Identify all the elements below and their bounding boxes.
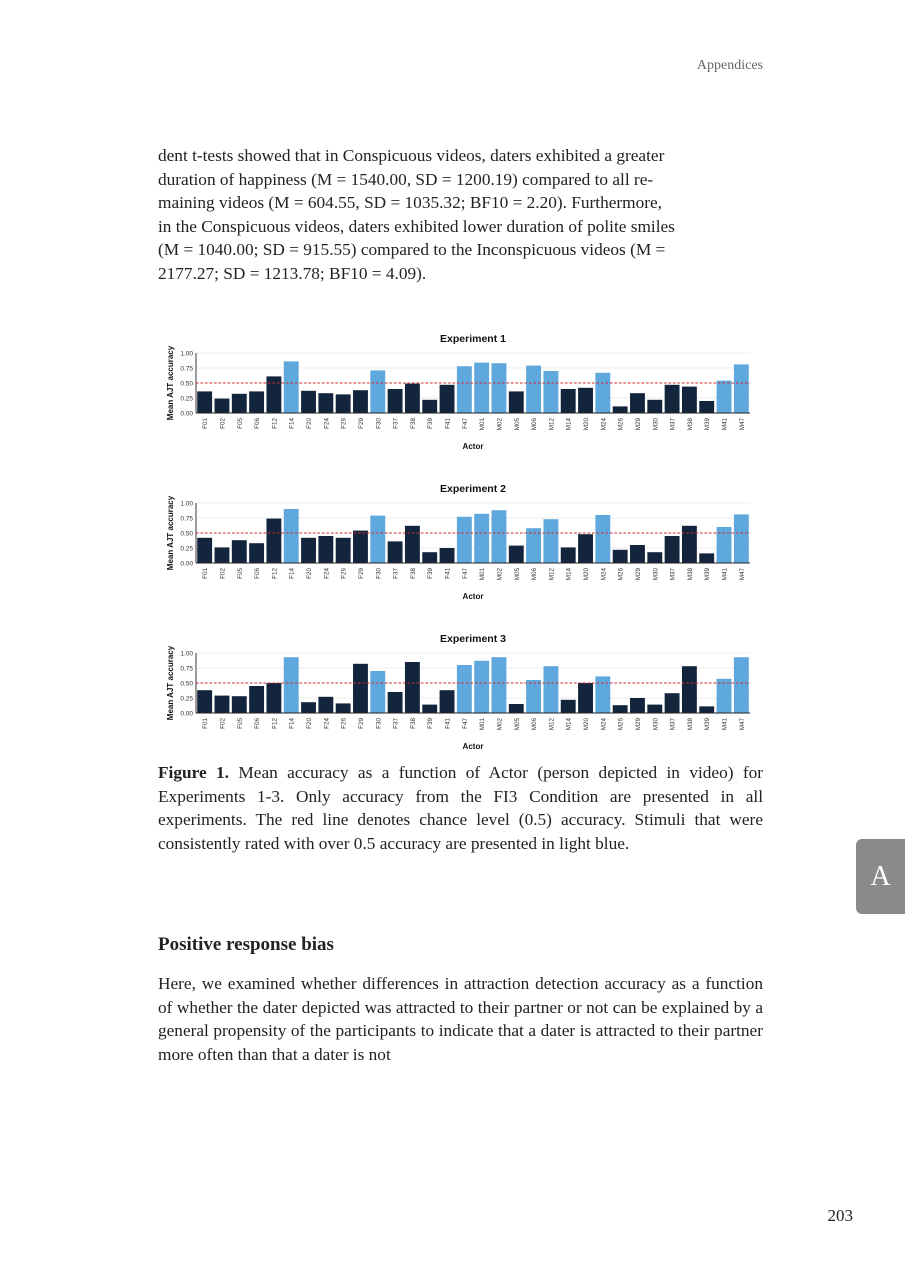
chart-title: Experiment 3	[440, 633, 506, 645]
bar-F41	[440, 690, 455, 713]
bar-M30	[647, 705, 662, 713]
body-paragraph-1	[158, 144, 763, 286]
bar-M26	[613, 705, 628, 713]
bar-F29	[353, 531, 368, 563]
figure-caption-text: Mean accuracy as a function of Actor (person depicted in video) for Experiments 1-3. Only accuracy from the FI3 Condition are presented in all experiments. The red line denotes chance level (0.5) accuracy. Stimuli that were consistently rated with over 0.5 accuracy are presented in light blue.	[158, 763, 764, 853]
y-tick-label: 0.50	[180, 680, 193, 688]
x-tick-label: F05	[236, 568, 244, 579]
bar-F01	[197, 391, 212, 413]
x-tick-label: M26	[617, 418, 625, 431]
x-tick-label: M38	[686, 568, 694, 581]
bar-F02	[215, 696, 230, 713]
bar-M02	[492, 657, 507, 713]
bar-F26	[336, 394, 351, 413]
bar-F47	[457, 665, 472, 713]
bar-M12	[543, 371, 558, 413]
x-tick-label: M37	[669, 418, 677, 431]
x-tick-label: M26	[617, 568, 625, 581]
x-tick-label: F14	[288, 718, 296, 729]
bar-M37	[665, 536, 680, 563]
bar-M20	[578, 388, 593, 413]
bar-F38	[405, 526, 420, 563]
x-tick-label: F30	[375, 718, 383, 729]
y-tick-label: 0.75	[180, 515, 193, 523]
x-tick-label: M29	[634, 718, 642, 731]
y-tick-label: 0.25	[180, 695, 193, 703]
bar-M01	[474, 514, 489, 563]
chart-experiment-2	[163, 478, 763, 605]
bar-M47	[734, 514, 749, 563]
x-tick-label: F20	[306, 568, 314, 579]
x-axis-label: Actor	[462, 442, 484, 451]
x-tick-label: F29	[357, 568, 365, 579]
x-tick-label: M20	[583, 718, 591, 731]
bar-M39	[699, 553, 714, 563]
x-tick-label: F01	[202, 418, 210, 429]
x-tick-label: M12	[548, 568, 556, 581]
bar-F02	[215, 399, 230, 413]
bar-M24	[595, 515, 610, 563]
y-tick-label: 0.00	[180, 410, 193, 418]
bar-M29	[630, 545, 645, 563]
y-tick-label: 1.00	[180, 500, 193, 508]
y-tick-label: 1.00	[180, 650, 193, 658]
bar-M14	[561, 547, 576, 563]
bar-F12	[266, 519, 281, 563]
x-tick-label: F12	[271, 418, 279, 429]
x-tick-label: F47	[461, 568, 469, 579]
bar-M37	[665, 385, 680, 413]
bar-F29	[353, 664, 368, 713]
paragraph-1-line-4: in the Conspicuous videos, daters exhibited lower duration of polite smiles	[158, 216, 675, 236]
x-tick-label: F39	[427, 418, 435, 429]
section-title: Positive response bias	[158, 934, 334, 955]
x-tick-label: F29	[357, 718, 365, 729]
paragraph-1-line-5: (M = 1040.00; SD = 915.55) compared to the Inconspicuous videos (M =	[158, 240, 666, 260]
bar-F38	[405, 384, 420, 413]
y-tick-label: 0.50	[180, 530, 193, 538]
x-tick-label: F01	[202, 718, 210, 729]
x-tick-label: M30	[652, 718, 660, 731]
x-tick-label: M02	[496, 418, 504, 431]
bar-F20	[301, 391, 316, 413]
bar-M05	[509, 704, 524, 713]
bar-M06	[526, 366, 541, 413]
x-tick-label: F41	[444, 718, 452, 729]
bar-F47	[457, 366, 472, 413]
y-tick-label: 0.00	[180, 710, 193, 718]
x-tick-label: F05	[236, 418, 244, 429]
bar-F05	[232, 696, 247, 713]
x-tick-label: M02	[496, 568, 504, 581]
bar-M02	[492, 510, 507, 563]
bar-F12	[266, 376, 281, 413]
bar-F20	[301, 702, 316, 713]
x-tick-label: F14	[288, 418, 296, 429]
x-tick-label: F41	[444, 568, 452, 579]
paragraph-1-line-2: duration of happiness (M = 1540.00, SD = 1200.19) compared to all re-	[158, 169, 654, 189]
bar-F06	[249, 686, 264, 713]
x-tick-label: M05	[513, 418, 521, 431]
x-axis-label: Actor	[462, 592, 484, 601]
x-tick-label: M24	[600, 568, 608, 581]
bar-M06	[526, 680, 541, 713]
x-tick-label: M39	[704, 568, 712, 581]
bar-F05	[232, 394, 247, 413]
bar-F06	[249, 391, 264, 413]
x-tick-label: F12	[271, 568, 279, 579]
y-tick-label: 1.00	[180, 350, 193, 358]
x-tick-label: M41	[721, 418, 729, 431]
x-tick-label: M39	[704, 718, 712, 731]
y-tick-label: 0.25	[180, 395, 193, 403]
bar-M05	[509, 391, 524, 413]
x-tick-label: F47	[461, 718, 469, 729]
x-tick-label: M20	[583, 568, 591, 581]
bar-M12	[543, 519, 558, 563]
x-tick-label: F26	[340, 418, 348, 429]
x-tick-label: M20	[583, 418, 591, 431]
x-tick-label: F12	[271, 718, 279, 729]
bar-F26	[336, 538, 351, 563]
x-tick-label: F24	[323, 568, 331, 579]
x-tick-label: F39	[427, 568, 435, 579]
bar-F14	[284, 509, 299, 563]
chart-experiment-1	[163, 328, 763, 455]
x-tick-label: M38	[686, 718, 694, 731]
x-tick-label: F37	[392, 568, 400, 579]
y-tick-label: 0.75	[180, 365, 193, 373]
x-tick-label: M39	[704, 418, 712, 431]
y-tick-label: 0.25	[180, 545, 193, 553]
bar-F24	[318, 393, 333, 413]
bar-M30	[647, 400, 662, 413]
bar-F30	[370, 671, 385, 713]
x-tick-label: F38	[409, 418, 417, 429]
bar-M38	[682, 666, 697, 713]
x-tick-label: M02	[496, 718, 504, 731]
bar-M02	[492, 363, 507, 413]
bar-M38	[682, 387, 697, 413]
body-paragraph-2: Here, we examined whether differences in attraction detection accuracy as a function of whether the dater depicted was attracted to their partner or not can be explained by a general propensity of the participants to indicate that a dater is attracted to their partner more often than that a dater is not	[158, 974, 763, 1064]
bar-M26	[613, 406, 628, 413]
figure-label: Figure 1.	[158, 763, 229, 782]
bar-F30	[370, 370, 385, 413]
x-tick-label: M24	[600, 718, 608, 731]
bar-M38	[682, 526, 697, 563]
x-tick-label: M30	[652, 568, 660, 581]
bar-M41	[717, 527, 732, 563]
x-tick-label: M14	[565, 718, 573, 731]
bar-M01	[474, 363, 489, 413]
x-tick-label: F38	[409, 568, 417, 579]
bar-F39	[422, 552, 437, 563]
x-tick-label: M37	[669, 568, 677, 581]
x-tick-label: M14	[565, 418, 573, 431]
x-tick-label: F20	[306, 418, 314, 429]
x-tick-label: M12	[548, 718, 556, 731]
y-tick-label: 0.75	[180, 665, 193, 673]
appendix-tab[interactable]: A	[856, 839, 905, 914]
x-tick-label: F37	[392, 718, 400, 729]
y-axis-label: Mean AJT accuracy	[166, 645, 175, 721]
x-tick-label: F26	[340, 718, 348, 729]
bar-F24	[318, 697, 333, 713]
x-tick-label: M12	[548, 418, 556, 431]
bar-F14	[284, 657, 299, 713]
bar-M24	[595, 373, 610, 413]
bar-M39	[699, 706, 714, 713]
x-tick-label: F29	[357, 418, 365, 429]
bar-M20	[578, 534, 593, 563]
bar-F24	[318, 536, 333, 563]
bar-M05	[509, 546, 524, 563]
page-number: 203	[827, 1206, 853, 1225]
x-tick-label: M38	[686, 418, 694, 431]
x-tick-label: M05	[513, 568, 521, 581]
bar-F39	[422, 400, 437, 413]
bar-M41	[717, 381, 732, 413]
x-tick-label: M47	[738, 568, 746, 581]
x-tick-label: M26	[617, 718, 625, 731]
paragraph-1-line-1: dent t-tests showed that in Conspicuous videos, daters exhibited a greater	[158, 146, 665, 165]
bar-M26	[613, 550, 628, 563]
x-axis-label: Actor	[462, 742, 484, 751]
x-tick-label: F41	[444, 418, 452, 429]
x-tick-label: F30	[375, 568, 383, 579]
running-header: Appendices	[696, 58, 763, 73]
y-axis-label: Mean AJT accuracy	[166, 345, 175, 421]
x-tick-label: F20	[306, 718, 314, 729]
x-tick-label: M05	[513, 718, 521, 731]
x-tick-label: F30	[375, 418, 383, 429]
x-tick-label: F02	[219, 418, 227, 429]
x-tick-label: F06	[254, 718, 262, 729]
bar-M41	[717, 679, 732, 713]
x-tick-label: F01	[202, 568, 210, 579]
y-tick-label: 0.50	[180, 380, 193, 388]
bar-F01	[197, 538, 212, 563]
bar-F29	[353, 390, 368, 413]
x-tick-label: F26	[340, 568, 348, 579]
x-tick-label: M47	[738, 718, 746, 731]
x-tick-label: M14	[565, 568, 573, 581]
chart-title: Experiment 2	[440, 483, 506, 495]
x-tick-label: M41	[721, 718, 729, 731]
x-tick-label: F38	[409, 718, 417, 729]
bar-F37	[388, 541, 403, 563]
bar-F26	[336, 703, 351, 713]
x-tick-label: M01	[479, 568, 487, 581]
chart-title: Experiment 1	[440, 333, 506, 345]
x-tick-label: F14	[288, 568, 296, 579]
bar-M39	[699, 401, 714, 413]
bar-F37	[388, 692, 403, 713]
bar-F12	[266, 683, 281, 713]
x-tick-label: F02	[219, 718, 227, 729]
bar-M47	[734, 657, 749, 713]
x-tick-label: F06	[254, 418, 262, 429]
bar-M29	[630, 698, 645, 713]
bar-M14	[561, 700, 576, 713]
x-tick-label: M29	[634, 568, 642, 581]
bar-M20	[578, 683, 593, 713]
x-tick-label: M01	[479, 418, 487, 431]
bar-F39	[422, 705, 437, 713]
x-tick-label: M06	[531, 418, 539, 431]
x-tick-label: M37	[669, 718, 677, 731]
y-tick-label: 0.00	[180, 560, 193, 568]
x-tick-label: F47	[461, 418, 469, 429]
bar-F14	[284, 361, 299, 413]
bar-M12	[543, 666, 558, 713]
x-tick-label: M41	[721, 568, 729, 581]
bar-M14	[561, 389, 576, 413]
x-tick-label: M30	[652, 418, 660, 431]
x-tick-label: M24	[600, 418, 608, 431]
x-tick-label: M47	[738, 418, 746, 431]
x-tick-label: M01	[479, 718, 487, 731]
x-tick-label: M06	[531, 718, 539, 731]
bar-F02	[215, 547, 230, 563]
bar-M30	[647, 552, 662, 563]
bar-M47	[734, 364, 749, 413]
chart-experiment-3	[163, 628, 763, 755]
bar-F38	[405, 662, 420, 713]
bar-F06	[249, 543, 264, 563]
bar-M01	[474, 661, 489, 713]
bar-F47	[457, 517, 472, 563]
x-tick-label: M06	[531, 568, 539, 581]
bar-M29	[630, 393, 645, 413]
x-tick-label: F39	[427, 718, 435, 729]
bar-F01	[197, 690, 212, 713]
bar-F30	[370, 516, 385, 563]
x-tick-label: F24	[323, 718, 331, 729]
bar-F41	[440, 385, 455, 413]
x-tick-label: F02	[219, 568, 227, 579]
bar-F41	[440, 548, 455, 563]
bar-M24	[595, 676, 610, 713]
paragraph-1-line-6: 2177.27; SD = 1213.78; BF10 = 4.09).	[158, 263, 427, 283]
bar-F37	[388, 389, 403, 413]
figure-caption	[158, 761, 763, 855]
x-tick-label: F06	[254, 568, 262, 579]
bar-F05	[232, 540, 247, 563]
x-tick-label: F05	[236, 718, 244, 729]
paragraph-1-line-3: maining videos (M = 604.55, SD = 1035.32; BF10 = 2.20). Furthermore,	[158, 193, 662, 213]
x-tick-label: M29	[634, 418, 642, 431]
bar-F20	[301, 538, 316, 563]
bar-M37	[665, 693, 680, 713]
x-tick-label: F37	[392, 418, 400, 429]
x-tick-label: F24	[323, 418, 331, 429]
y-axis-label: Mean AJT accuracy	[166, 495, 175, 571]
